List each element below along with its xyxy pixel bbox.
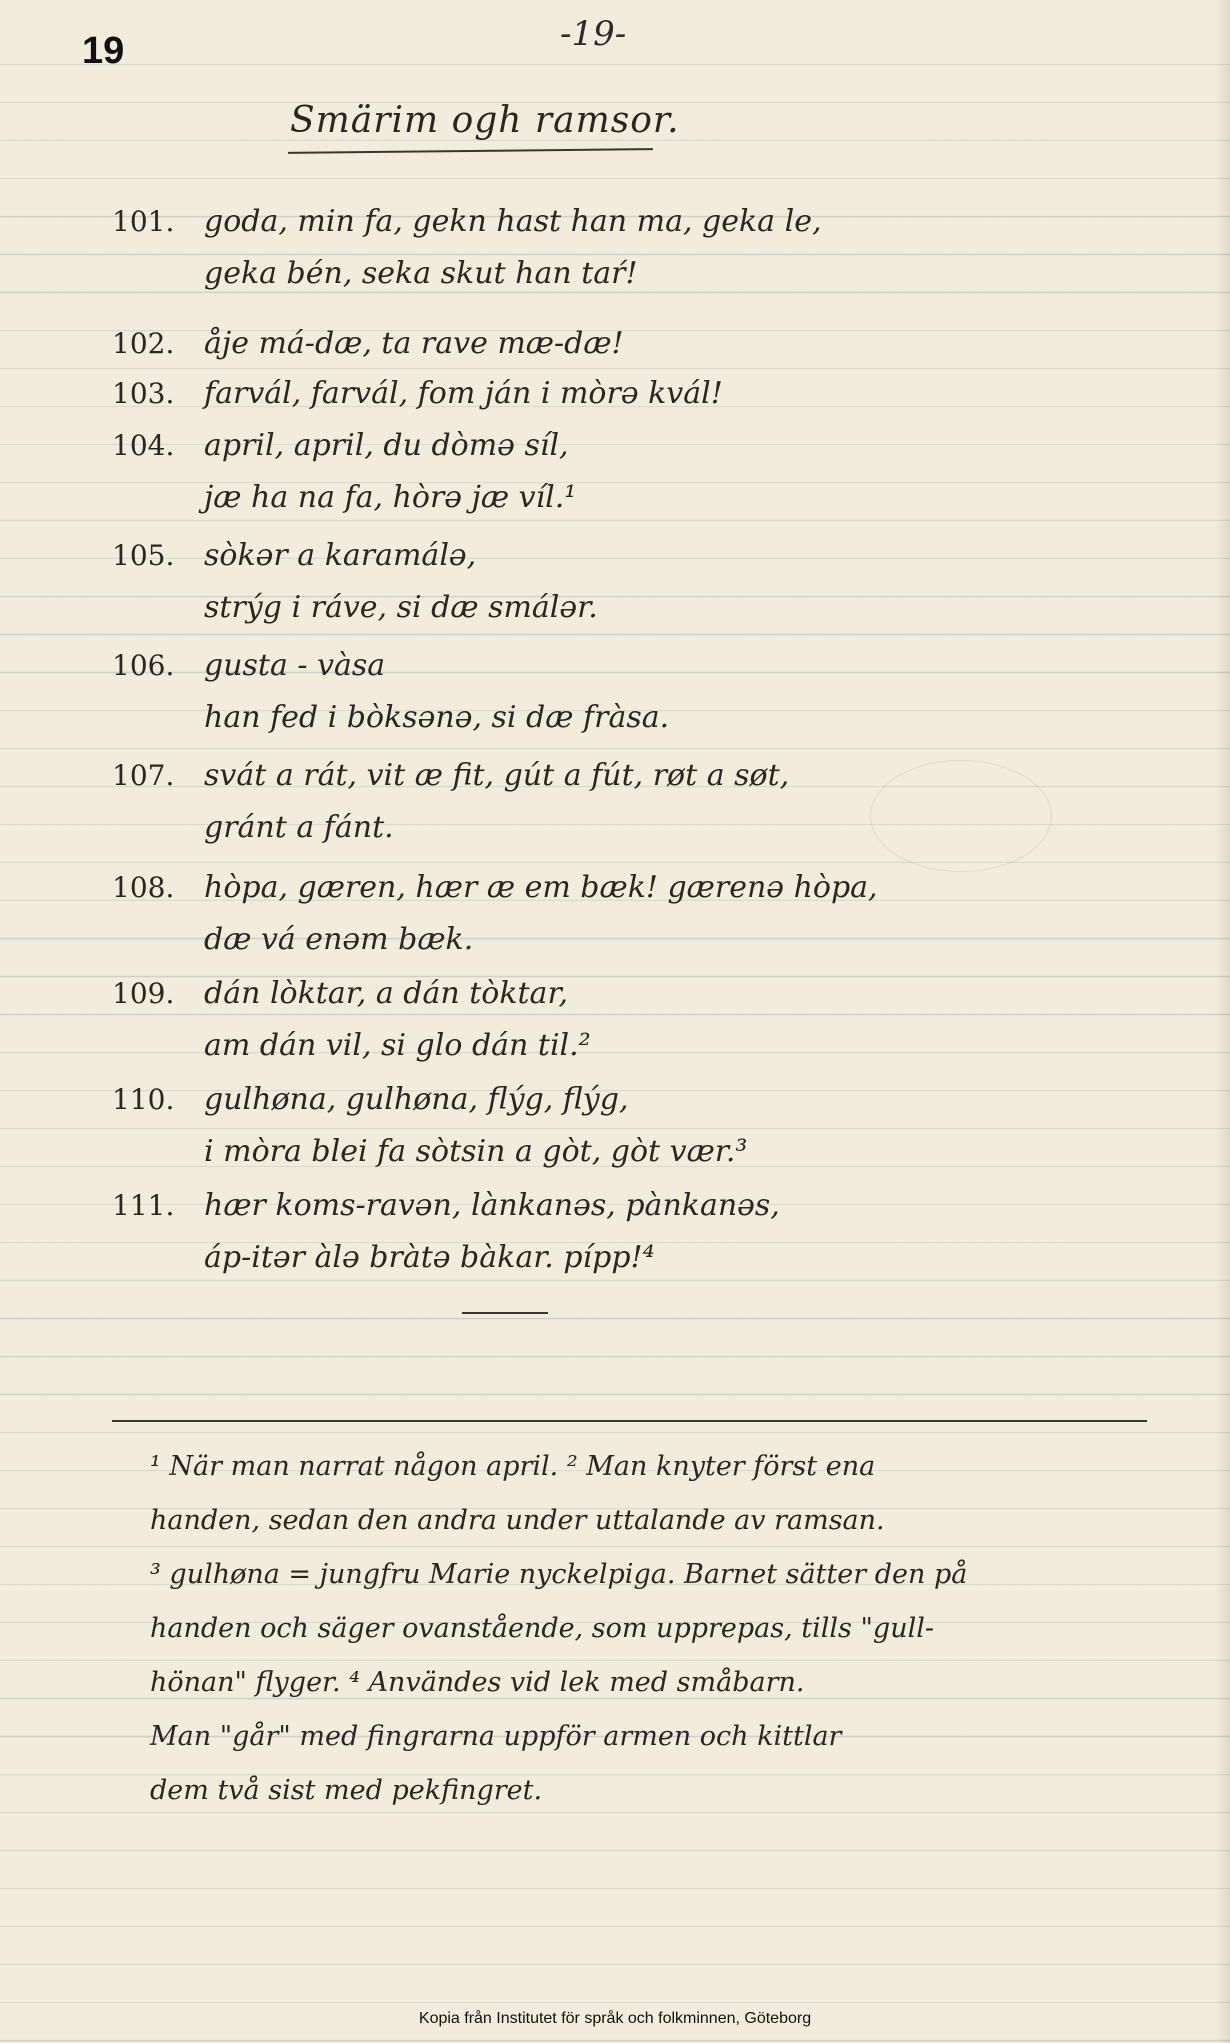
entry-110 (112, 1074, 1112, 1178)
footnote-line: handen, sedan den andra under uttalande av ramsan. (150, 1505, 885, 1536)
page-edge-shadow (1216, 0, 1230, 2043)
entry-number: 109. (112, 977, 175, 1010)
entry-line: strýg i ráve, si dæ smálər. (204, 590, 598, 625)
entry-102 (112, 318, 1112, 370)
footnote-line: ¹ När man narrat någon april. ² Man knyter först ena (150, 1451, 876, 1482)
entry-line: svát a rát, vit æ fit, gút a fút, røt a søt, (204, 758, 790, 793)
entry-line: farvál, farvál, fom ján i mòrə kvál! (204, 376, 723, 411)
footnote-line: hönan" flyger. ⁴ Användes vid lek med småbarn. (150, 1667, 805, 1698)
entry-line: geka bén, seka skut han taŕ! (204, 256, 638, 291)
page-number: -19- (560, 14, 627, 54)
entry-line: åje má-dæ, ta rave mæ-dæ! (204, 326, 624, 361)
entry-number: 101. (112, 205, 175, 238)
entry-line: gránt a fánt. (204, 810, 394, 845)
entry-line: han fed i bòksənə, si dæ fràsa. (204, 700, 670, 735)
entry-line: jæ ha na fa, hòrə jæ víl.¹ (204, 480, 577, 515)
entry-number: 107. (112, 759, 175, 792)
entry-number: 103. (112, 377, 175, 410)
entry-number: 104. (112, 429, 175, 462)
entry-line: gulhøna, gulhøna, flýg, flýg, (204, 1082, 629, 1117)
footnotes (150, 1440, 1160, 1818)
page-heading: Smärim ogh ramsor. (290, 100, 680, 141)
heading-underline (288, 148, 653, 154)
entry-number: 108. (112, 871, 175, 904)
footnote-divider (112, 1420, 1147, 1422)
entry-101 (112, 196, 1112, 300)
entry-line: dæ vá enəm bæk. (204, 922, 474, 957)
faint-ink-impression (870, 760, 1052, 872)
entry-number: 102. (112, 327, 175, 360)
entry-line: áp-itər àlə bràtə bàkar. pípp!⁴ (204, 1240, 655, 1275)
entry-109 (112, 968, 1112, 1072)
footnote-line: Man "går" med fingrarna uppför armen och kittlar (150, 1721, 842, 1752)
entry-line: hær koms-ravən, lànkanəs, pànkanəs, (204, 1188, 780, 1223)
footnote-line: handen och säger ovanstående, som upprepas, tills "gull- (150, 1613, 934, 1644)
entry-number: 106. (112, 649, 175, 682)
entry-108 (112, 862, 1112, 966)
entry-line: goda, min fa, gekn hast han ma, geka le, (204, 204, 822, 239)
entry-106 (112, 640, 1112, 744)
entry-line: sòkər a karamálə, (204, 538, 477, 573)
archive-caption: Kopia från Institutet för språk och folkminnen, Göteborg (418, 2010, 812, 2027)
entry-number: 111. (112, 1189, 175, 1222)
entry-line: april, april, du dòmə síl, (204, 428, 569, 463)
entry-line: gusta - vàsa (204, 648, 386, 683)
footnote-line: ³ gulhøna = jungfru Marie nyckelpiga. Barnet sätter den på (150, 1559, 968, 1590)
archive-page-stamp: 19 (82, 30, 125, 72)
entry-number: 105. (112, 539, 175, 572)
entry-103 (112, 368, 1112, 420)
entry-number: 110. (112, 1083, 175, 1116)
entry-line: dán lòktar, a dán tòktar, (204, 976, 569, 1011)
section-end-rule (462, 1312, 548, 1314)
entry-104 (112, 420, 1112, 524)
entry-111 (112, 1180, 1112, 1284)
entry-line: i mòra blei fa sòtsin a gòt, gòt vær.³ (204, 1134, 748, 1169)
entry-105 (112, 530, 1112, 634)
entry-line: hòpa, gæren, hær æ em bæk! gærenə hòpa, (204, 870, 878, 905)
footnote-line: dem två sist med pekfingret. (150, 1775, 543, 1806)
entry-line: am dán vil, si glo dán til.² (204, 1028, 591, 1063)
